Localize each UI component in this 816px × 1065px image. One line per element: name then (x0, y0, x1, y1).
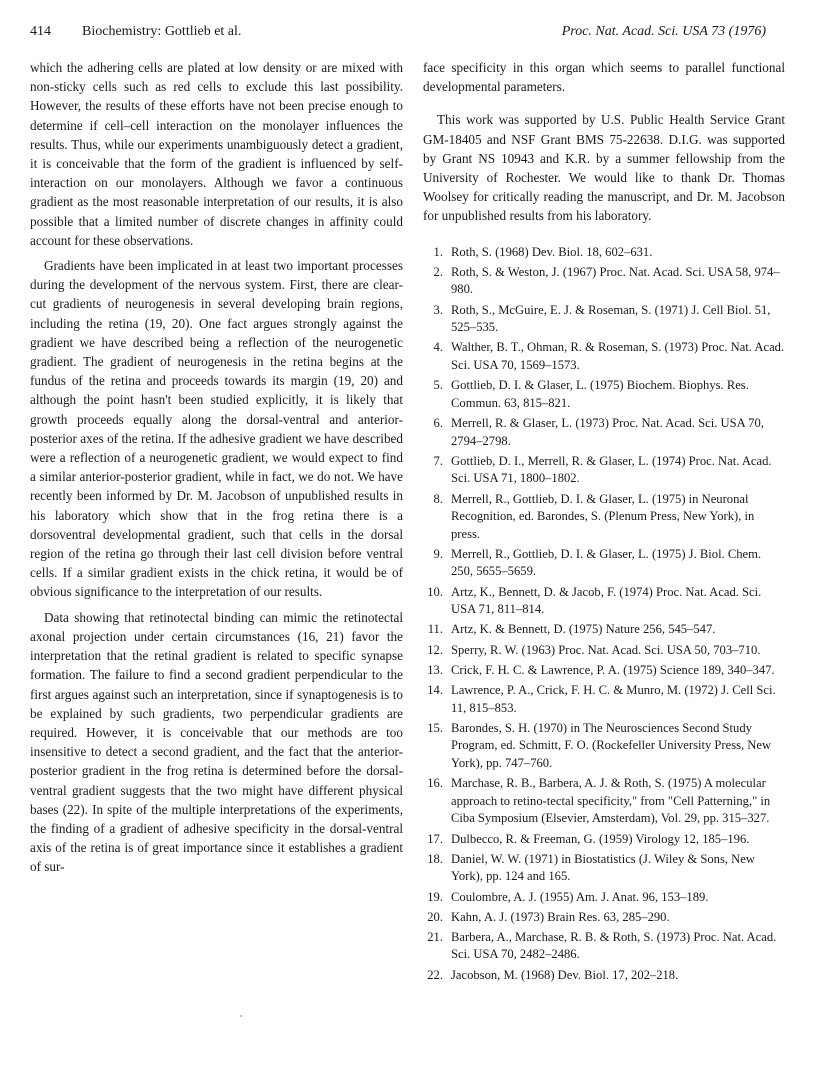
reference-item: 6. Merrell, R. & Glaser, L. (1973) Proc. Nat. Acad. Sci. USA 70, 2794–2798. (433, 415, 764, 448)
reference-item: 21. Barbera, A., Marchase, R. B. & Roth, S. (1973) Proc. Nat. Acad. Sci. USA 70, 2482–2486. (427, 929, 777, 962)
paragraph-gradients: Gradients have been implicated in at least two important processes during the development of the nervous system. First, there are clear-cut gradients of neurogenesis in several developing brain regions, including the retina (19, 20). One fact argues strongly against the gradient we have described being a reflection of the neurogenetic gradient. The gradient of neurogenesis in the retina begins at the fundus of the retina and proceeds towards its margin (19, 20) and although the point hasn't been studied explicitly, it is likely that growth proceeds equally along the dorsal-ventral and anterior-posterior axes of the retina. If the adhesive gradient we have described were a reflection of a neurogenetic gradient, we would expect to find a similar anterior-posterior gradient, while in fact, we do not. We have recently been informed by Dr. M. Jacobson of unpublished results in his laboratory which show that in the frog retina there is a dorsoventral developmental gradient, such that cells in the dorsal region of the retina go through their last cell division before ventral cells. If a similar gradient exists in the chick retina, it would be of obvious significance to the interpretation of our results. (30, 258, 403, 600)
reference-item: 7. Gottlieb, D. I., Merrell, R. & Glaser, L. (1974) Proc. Nat. Acad. Sci. USA 71, 1800–1802. (433, 453, 772, 486)
scan-speck (240, 1015, 242, 1017)
reference-item: 19. Coulombre, A. J. (1955) Am. J. Anat. 96, 153–189. (427, 889, 709, 904)
reference-item: 18. Daniel, W. W. (1971) in Biostatistics (J. Wiley & Sons, New York), pp. 124 and 165. (427, 851, 755, 884)
reference-item: 13. Crick, F. H. C. & Lawrence, P. A. (1975) Science 189, 340–347. (427, 662, 775, 677)
reference-item: 10. Artz, K., Bennett, D. & Jacob, F. (1974) Proc. Nat. Acad. Sci. USA 71, 811–814. (427, 584, 762, 617)
reference-item: 3. Roth, S., McGuire, E. J. & Roseman, S. (1971) J. Cell Biol. 51, 525–535. (433, 302, 771, 335)
paragraph-continued-right: face specificity in this organ which seems to parallel functional developmental parameters. (423, 60, 785, 95)
reference-item: 11. Artz, K. & Bennett, D. (1975) Nature 256, 545–547. (427, 622, 716, 637)
reference-item: 17. Dulbecco, R. & Freeman, G. (1959) Virology 12, 185–196. (427, 831, 750, 846)
running-head-left: Biochemistry: Gottlieb et al. (82, 24, 242, 39)
right-column (423, 58, 785, 987)
page-number: 414 (30, 24, 51, 39)
reference-item: 5. Gottlieb, D. I. & Glaser, L. (1975) Biochem. Biophys. Res. Commun. 63, 815–821. (433, 378, 749, 410)
reference-item: 4. Walther, B. T., Ohman, R. & Roseman, S. (1973) Proc. Nat. Acad. Sci. USA 70, 1569–1573. (433, 340, 785, 372)
acknowledgment: This work was supported by U.S. Public Health Service Grant GM-18405 and NSF Grant BMS 75-22638. D.I.G. was supported by Grant NS 10943 and K.R. by a summer fellowship from the University of Rochester. We would like to thank Dr. Thomas Woolsey for critically reading the manuscript, and Dr. M. Jacobson for unpublished results from his laboratory. (423, 112, 785, 224)
reference-item: 15. Barondes, S. H. (1970) in The Neurosciences Second Study Program, ed. Schmitt, F. O. (Rockefeller University Press, New York), pp. 747–760. (427, 720, 772, 770)
reference-item: 12. Sperry, R. W. (1963) Proc. Nat. Acad. Sci. USA 50, 703–710. (427, 642, 761, 657)
reference-item: 2. Roth, S. & Weston, J. (1967) Proc. Nat. Acad. Sci. USA 58, 974–980. (433, 264, 780, 297)
paragraph-retinotectal: Data showing that retinotectal binding can mimic the retinotectal axonal projection under certain circumstances (16, 21) favor the interpretation that the retinal gradient is related to specific synapse formation. The failure to find a second gradient perpendicular to the first argues against such an interpretation, since if synaptogenesis is to be explained by such gradients, two perpendicular gradients are required. However, it is conceivable that our methods are too insensitive to detect a second gradient, and the fact that the anterior-posterior gradient in the frog retina is determined before the dorsal-ventral gradient suggests that the two might have different physical bases (22). In spite of the multiple interpretations of the experiments, the finding of a gradient of adhesive specificity in the dorsal-ventral axis of the retina is of great importance since it establishes a gradient of sur- (30, 609, 403, 875)
reference-item: 9. Merrell, R., Gottlieb, D. I. & Glaser, L. (1975) J. Biol. Chem. 250, 5655–5659. (433, 546, 762, 579)
reference-item: 14. Lawrence, P. A., Crick, F. H. C. & Munro, M. (1972) J. Cell Sci. 11, 815–853. (427, 683, 776, 715)
reference-item: 8. Merrell, R., Gottlieb, D. I. & Glaser, L. (1975) in Neuronal Recognition, ed. Barondes, S. (Plenum Press, New York), in press. (433, 491, 755, 541)
reference-item: 16. Marchase, R. B., Barbera, A. J. & Roth, S. (1975) A molecular approach to retino-tectal specificity," from "Cell Patterning," in Ciba Symposium (Elsevier, Amsterdam), Vol. 29, pp. 315–327. (427, 776, 771, 826)
reference-item: 1. Roth, S. (1968) Dev. Biol. 18, 602–631. (433, 244, 653, 259)
paragraph-continued: which the adhering cells are plated at low density or are mixed with non-sticky cells such as red cells to exclude this last possibility. However, the results of these efforts have not been precise enough to determine if cell–cell interaction on the monolayer influences the results. Thus, while our experiments unambiguously detect a gradient, it is conceivable that the form of the gradient is influenced by self-interaction on our monolayers. Although we favor a continuous gradient as the most reasonable interpretation of our results, it is also possible that a limited number of discrete changes in affinity could account for these observations. (30, 60, 403, 248)
running-head-right: Proc. Nat. Acad. Sci. USA 73 (1976) (561, 24, 766, 39)
reference-item: 20. Kahn, A. J. (1973) Brain Res. 63, 285–290. (427, 909, 670, 924)
left-column (30, 58, 403, 883)
reference-item: 22. Jacobson, M. (1968) Dev. Biol. 17, 202–218. (427, 967, 679, 982)
reference-list (423, 244, 785, 985)
page-header (30, 24, 766, 44)
